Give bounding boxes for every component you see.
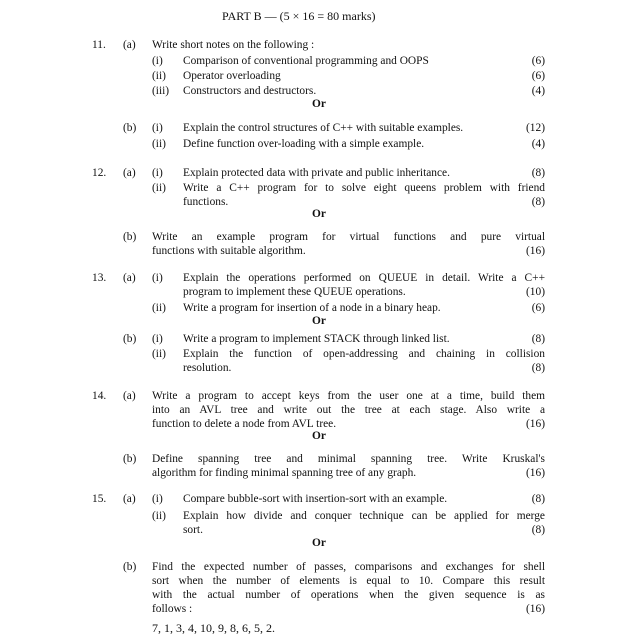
part-label: (a) <box>123 493 136 505</box>
item-text: Define function over-loading with a simple example. <box>183 138 425 150</box>
or-divider: Or <box>312 430 326 442</box>
or-divider: Or <box>312 98 326 110</box>
question-text: Write an example program for virtual functions and pure virtual <box>152 231 545 243</box>
item-numeral: (i) <box>152 272 163 284</box>
question-number: 12. <box>92 167 107 179</box>
or-divider: Or <box>312 315 326 327</box>
question-stem: Write short notes on the following : <box>152 39 315 51</box>
marks: (6) <box>531 55 545 67</box>
item-numeral: (ii) <box>152 138 166 150</box>
marks: (16) <box>526 467 545 479</box>
marks: (8) <box>531 493 545 505</box>
question-text: sort when the number of elements is equal to 10. Compare this result <box>152 575 545 587</box>
marks: (6) <box>531 302 545 314</box>
item-text: Explain the operations performed on QUEUE in detail. Write a C++ <box>183 272 545 284</box>
marks: (6) <box>531 70 545 82</box>
item-numeral: (i) <box>152 167 163 179</box>
question-text: Find the expected number of passes, comparisons and exchanges for shell <box>152 561 545 573</box>
item-text: program to implement these QUEUE operations. <box>183 286 406 298</box>
marks: (8) <box>531 196 545 208</box>
question-text: into an AVL tree and write out the tree at each stage. Also write a <box>152 404 545 416</box>
item-numeral: (ii) <box>152 348 166 360</box>
item-text: resolution. <box>183 362 232 374</box>
part-label: (b) <box>123 453 137 465</box>
item-numeral: (i) <box>152 55 163 67</box>
item-text: Write a C++ program for to solve eight queens problem with friend <box>183 182 545 194</box>
marks: (4) <box>531 85 545 97</box>
item-numeral: (ii) <box>152 510 166 522</box>
question-number: 14. <box>92 390 107 402</box>
marks: (8) <box>531 362 545 374</box>
marks: (4) <box>531 138 545 150</box>
item-text: Operator overloading <box>183 70 281 82</box>
marks: (16) <box>526 603 545 615</box>
part-header: PART B — (5 × 16 = 80 marks) <box>222 9 376 23</box>
marks: (8) <box>531 333 545 345</box>
question-number: 11. <box>92 39 106 51</box>
item-text: Comparison of conventional programming and OOPS <box>183 55 429 67</box>
part-label: (a) <box>123 272 136 284</box>
question-text: Define spanning tree and minimal spanning tree. Write Kruskal's <box>152 453 545 465</box>
item-text: Explain the function of open-addressing and chaining in collision <box>183 348 545 360</box>
item-text: Compare bubble-sort with insertion-sort with an example. <box>183 493 448 505</box>
part-label: (b) <box>123 333 137 345</box>
part-label: (b) <box>123 122 137 134</box>
marks: (8) <box>531 524 545 536</box>
or-divider: Or <box>312 537 326 549</box>
number-sequence: 7, 1, 3, 4, 10, 9, 8, 6, 5, 2. <box>152 621 275 635</box>
marks: (16) <box>526 418 545 430</box>
question-number: 13. <box>92 272 107 284</box>
item-numeral: (ii) <box>152 302 166 314</box>
item-numeral: (iii) <box>152 85 170 97</box>
part-label: (a) <box>123 390 136 402</box>
item-numeral: (ii) <box>152 182 166 194</box>
part-label: (b) <box>123 231 137 243</box>
marks: (12) <box>526 122 545 134</box>
item-numeral: (i) <box>152 493 163 505</box>
part-label: (a) <box>123 167 136 179</box>
or-divider: Or <box>312 208 326 220</box>
question-number: 15. <box>92 493 107 505</box>
item-text: functions. <box>183 196 229 208</box>
part-label: (b) <box>123 561 137 573</box>
item-text: sort. <box>183 524 203 536</box>
item-text: Constructors and destructors. <box>183 85 317 97</box>
item-text: Write a program for insertion of a node in a binary heap. <box>183 302 441 314</box>
part-label: (a) <box>123 39 136 51</box>
question-text: with the actual number of operations when the given sequence is as <box>152 589 545 601</box>
question-text: algorithm for finding minimal spanning tree of any graph. <box>152 467 417 479</box>
marks: (10) <box>526 286 545 298</box>
item-numeral: (ii) <box>152 70 166 82</box>
question-text: function to delete a node from AVL tree. <box>152 418 337 430</box>
question-text: Write a program to accept keys from the user one at a time, build them <box>152 390 545 402</box>
marks: (16) <box>526 245 545 257</box>
question-text: follows : <box>152 603 193 615</box>
item-numeral: (i) <box>152 122 163 134</box>
item-numeral: (i) <box>152 333 163 345</box>
item-text: Explain the control structures of C++ with suitable examples. <box>183 122 464 134</box>
item-text: Explain how divide and conquer technique can be applied for merge <box>183 510 545 522</box>
question-text: functions with suitable algorithm. <box>152 245 306 257</box>
item-text: Explain protected data with private and public inheritance. <box>183 167 450 179</box>
marks: (8) <box>531 167 545 179</box>
item-text: Write a program to implement STACK through linked list. <box>183 333 450 345</box>
